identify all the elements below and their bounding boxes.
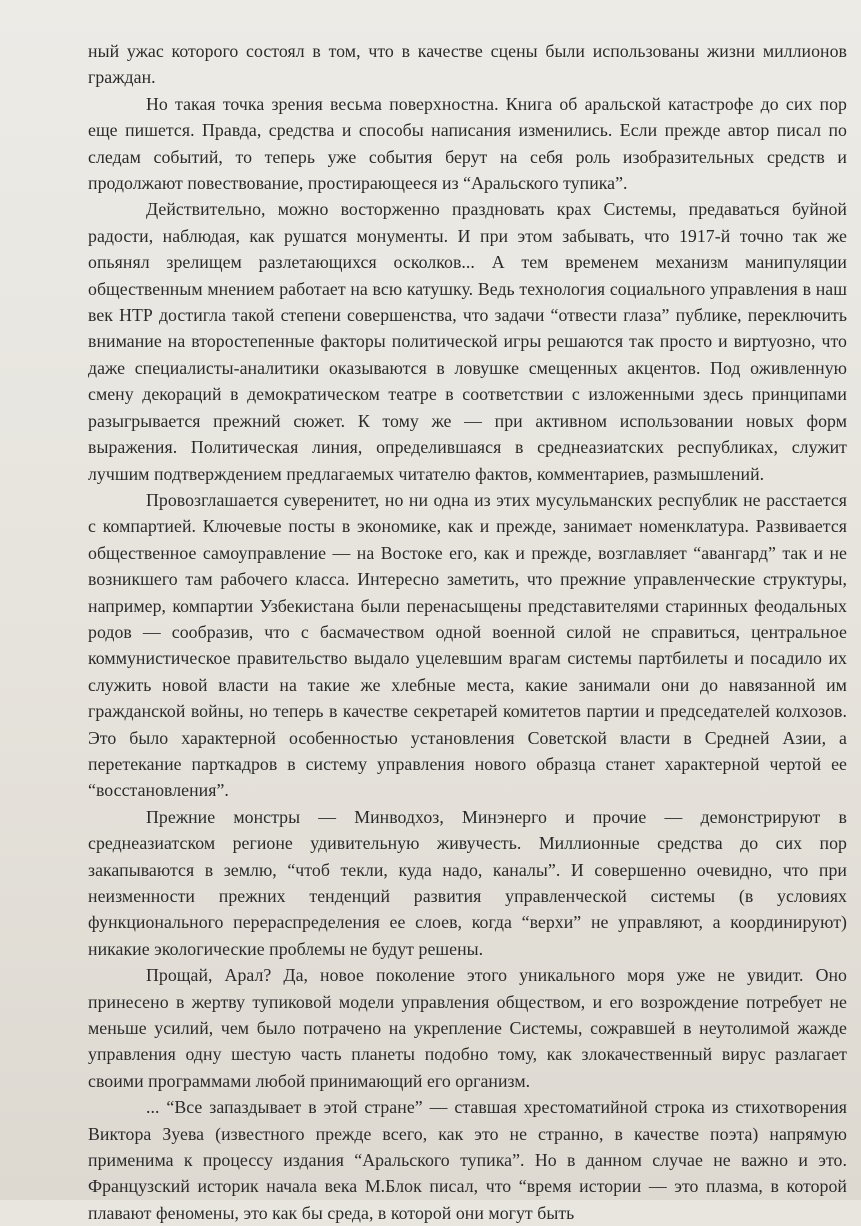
paragraph-continuation: ный ужас которого состоял в том, что в качестве сцены были использованы жизни миллионов граждан.	[88, 41, 847, 88]
page-body-text	[88, 38, 847, 1226]
paragraph-farewell-aral: Прощай, Арал? Да, новое поколение этого уникального моря уже не увидит. Оно принесено в жертву тупиковой модели управления обществом, и его возрождение потребует не меньше усилий, чем было потрачено на укрепление Системы, сожравшей в неутолимой жажде управления одну шестую часть планеты подобно тому, как злокачественный вирус разлагает своими программами любой принимающий его организм.	[88, 965, 847, 1091]
paragraph-surface-view: Но такая точка зрения весьма поверхностна. Книга об аральской катастрофе до сих пор еще пишется. Правда, средства и способы написания изменились. Если прежде автор писал по следам событий, то теперь уже события берут на себя роль изобразительных средств и продолжают повествование, простирающееся из “Аральского тупика”.	[88, 93, 847, 194]
paragraph-everything-late: ... “Все запаздывает в этой стране” — ставшая хрестоматийной строка из стихотворения Виктора Зуева (известного прежде всего, как это не странно, в качестве поэта) напрямую применима к процессу издания “Аральского тупика”. Но в данном случае не важно и это. Французский историк начала века М.Блок писал, что “время истории — это плазма, в которой плавают феномены, это как бы среда, в которой они могут быть	[88, 1097, 847, 1223]
paragraph-former-monsters: Прежние монстры — Минводхоз, Минэнерго и прочие — демонстрируют в среднеазиатском регионе удивительную живучесть. Миллионные средства до сих пор закапываются в землю, “чтоб текли, куда надо, каналы”. И совершенно очевидно, что при неизменности прежних тенденций развития управленческой системы (в условиях функционального перераспределения ее слоев, когда “верхи” не управляют, а координируют) никакие экологические проблемы не будут решены.	[88, 806, 847, 959]
paragraph-system-collapse: Действительно, можно восторженно праздновать крах Системы, предаваться буйной радости, наблюдая, как рушатся монументы. И при этом забывать, что 1917-й точно так же опьянял зрелищем разлетающихся осколков... А тем временем механизм манипуляции общественным мнением работает на всю катушку. Ведь технология социального управления в наш век НТР достигла такой степени совершенства, что задачи “отвести глаза” публике, переключить внимание на второстепенные факторы политической игры решаются так просто и виртуозно, что даже специалисты-аналитики оказываются в ловушке смещенных акцентов. Под оживленную смену декораций в демократическом театре в соответствии с изложенными здесь принципами разыгрывается прежний сюжет. К тому же — при активном использовании новых форм выражения. Политическая линия, определившаяся в среднеазиатских республиках, служит лучшим подтверждением предлагаемых читателю фактов, комментариев, размышлений.	[88, 199, 847, 484]
paragraph-sovereignty: Провозглашается суверенитет, но ни одна из этих мусульманских республик не расстается с компартией. Ключевые посты в экономике, как и прежде, занимает номенклатура. Развивается общественное самоуправление — на Востоке его, как и прежде, возглавляет “авангард” так и не возникшего там рабочего класса. Интересно заметить, что прежние управленческие структуры, например, компартии Узбекистана были перенасыщены представителями старинных феодальных родов — сообразив, что с басмачеством одной военной силой не справиться, центральное коммунистическое правительство выдало уцелевшим врагам системы партбилеты и посадило их служить новой власти на такие же хлебные места, какие занимали они до навязанной им гражданской войны, но теперь в качестве секретарей комитетов партии и председателей колхозов. Это было характерной особенностью установления Советской власти в Средней Азии, а перетекание парткадров в систему управления нового образца станет характерной чертой ее “восстановления”.	[88, 489, 847, 801]
